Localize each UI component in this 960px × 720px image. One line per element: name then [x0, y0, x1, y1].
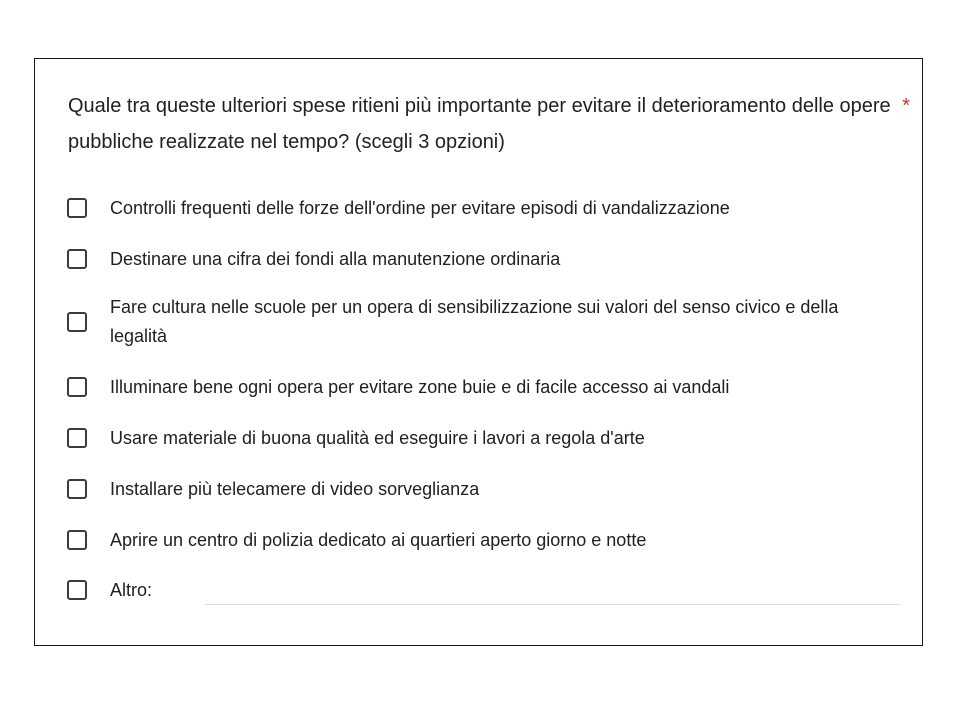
checkbox[interactable] — [67, 198, 87, 218]
checkbox[interactable] — [67, 377, 87, 397]
option-label: Usare materiale di buona qualità ed eseguire i lavori a regola d'arte — [110, 428, 645, 448]
option-1[interactable] — [67, 244, 887, 274]
option-label: Installare più telecamere di video sorveglianza — [110, 479, 480, 499]
option-6[interactable] — [67, 525, 887, 555]
checkbox[interactable] — [67, 312, 87, 332]
option-label: Aprire un centro di polizia dedicato ai quartieri aperto giorno e notte — [110, 530, 647, 550]
option-label: Fare cultura nelle scuole per un opera di sensibilizzazione sui valori del senso civico e della legalità — [110, 297, 839, 346]
option-label: Illuminare bene ogni opera per evitare zone buie e di facile accesso ai vandali — [110, 377, 730, 397]
option-3[interactable] — [67, 372, 887, 402]
option-other-label: Altro: — [110, 580, 153, 600]
option-other[interactable] — [67, 575, 887, 605]
option-label: Controlli frequenti delle forze dell'ordine per evitare episodi di vandalizzazione — [110, 198, 730, 218]
checkbox[interactable] — [67, 580, 87, 600]
option-0[interactable] — [67, 193, 887, 223]
question-text: Quale tra queste ulteriori spese ritieni più importante per evitare il deterioramento delle opere pubbliche realizzate nel tempo? (scegli 3 opzioni) — [68, 95, 891, 153]
option-5[interactable] — [67, 474, 887, 504]
checkbox[interactable] — [67, 530, 87, 550]
required-asterisk: * — [902, 95, 910, 117]
option-label: Destinare una cifra dei fondi alla manutenzione ordinaria — [110, 249, 561, 269]
option-4[interactable] — [67, 423, 887, 453]
option-2[interactable] — [67, 293, 887, 351]
question-title — [68, 88, 910, 160]
checkbox[interactable] — [67, 249, 87, 269]
question-card — [34, 58, 923, 646]
checkbox[interactable] — [67, 428, 87, 448]
other-text-input[interactable] — [205, 604, 901, 605]
checkbox[interactable] — [67, 479, 87, 499]
